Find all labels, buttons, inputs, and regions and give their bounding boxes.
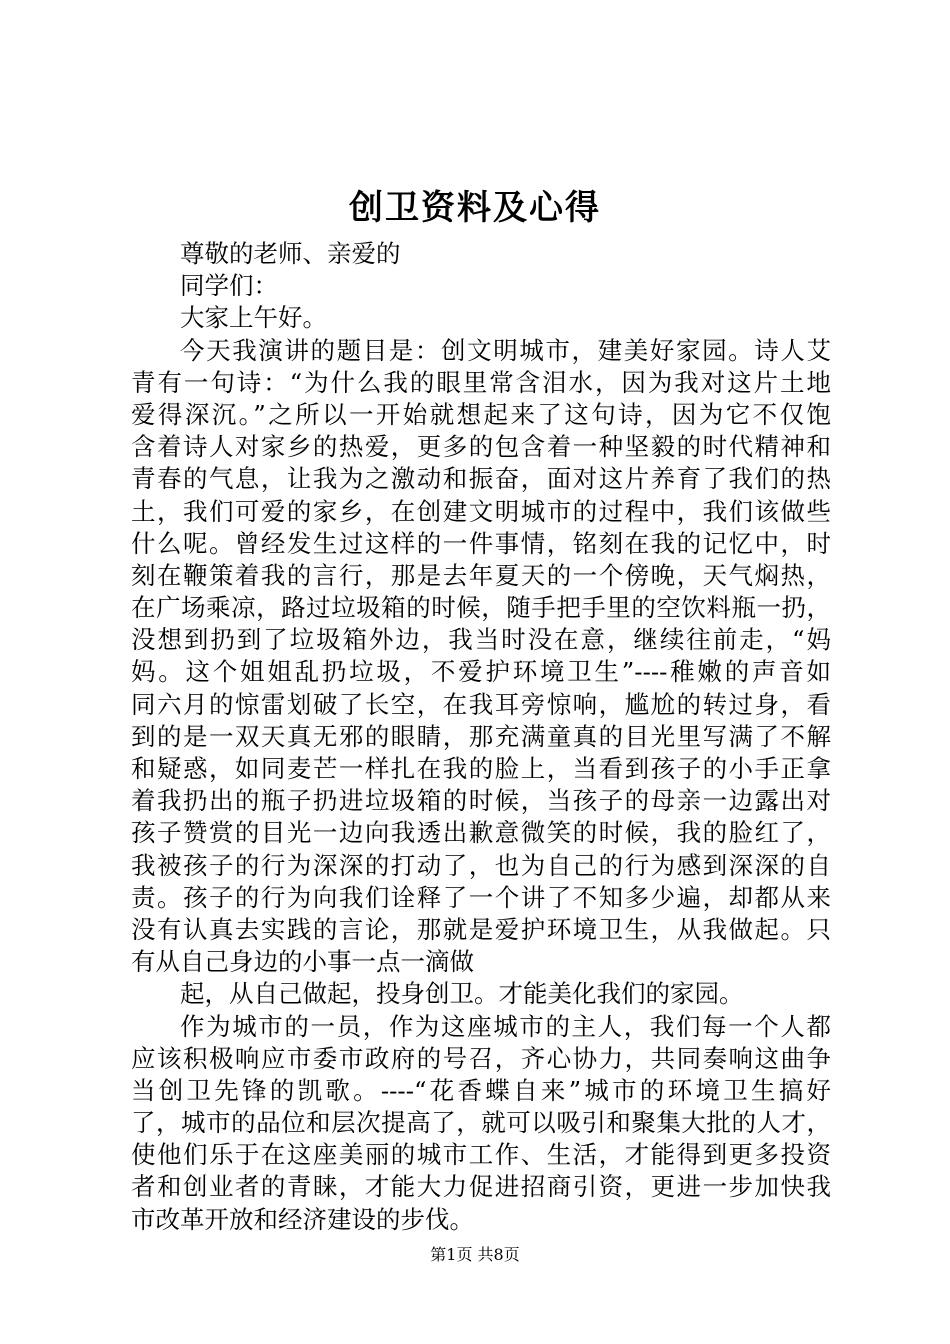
text-line: 青有一句诗：“为什么我的眼里常含泪水，因为我对这片土地 <box>131 367 831 397</box>
text-line: 土，我们可爱的家乡，在创建文明城市的过程中，我们该做些 <box>131 496 831 526</box>
text-line: 起，从自己做起，投身创卫。才能美化我们的家园。 <box>180 979 744 1009</box>
text-line: 了，城市的品位和层次提高了，就可以吸引和聚集大批的人才， <box>131 1108 831 1138</box>
text-line: 作为城市的一员，作为这座城市的主人，我们每一个人都 <box>180 1011 831 1041</box>
text-line: 责。孩子的行为向我们诠释了一个讲了不知多少遍，却都从来 <box>131 882 831 912</box>
document-title: 创卫资料及心得 <box>349 188 601 228</box>
text-line: 使他们乐于在这座美丽的城市工作、生活，才能得到更多投资 <box>131 1140 831 1170</box>
text-line: 者和创业者的青睐，才能大力促进招商引资，更进一步加快我 <box>131 1172 831 1202</box>
text-line: 没想到扔到了垃圾箱外边，我当时没在意，继续往前走，“妈 <box>131 625 831 655</box>
text-line: 含着诗人对家乡的热爱，更多的包含着一种坚毅的时代精神和 <box>131 432 831 462</box>
text-line: 到的是一双天真无邪的眼睛，那充满童真的目光里写满了不解 <box>131 721 831 751</box>
text-line: 大家上午好。 <box>180 303 327 333</box>
document-body <box>131 238 831 1236</box>
text-line: 当创卫先锋的凯歌。----“花香蝶自来”城市的环境卫生搞好 <box>131 1075 831 1105</box>
text-line: 和疑惑，如同麦芒一样扎在我的脸上，当看到孩子的小手正拿 <box>131 754 831 783</box>
text-line: 市改革开放和经济建设的步伐。 <box>131 1204 474 1234</box>
text-line: 刻在鞭策着我的言行，那是去年夏天的一个傍晚，天气焖热， <box>131 560 831 590</box>
text-line: 同六月的惊雷划破了长空，在我耳旁惊响，尴尬的转过身，看 <box>131 689 831 719</box>
text-line: 妈。这个姐姐乱扔垃圾，不爱护环境卫生”----稚嫩的声音如 <box>131 657 831 687</box>
text-line: 孩子赞赏的目光一边向我透出歉意微笑的时候，我的脸红了， <box>131 818 831 848</box>
text-line: 尊敬的老师、亲爱的 <box>180 239 401 268</box>
text-line: 同学们： <box>180 271 278 301</box>
text-line: 应该积极响应市委市政府的号召，齐心协力，共同奏响这曲争 <box>131 1043 831 1073</box>
text-line: 有从自己身边的小事一点一滴做 <box>131 947 474 977</box>
text-line: 我被孩子的行为深深的打动了，也为自己的行为感到深深的自 <box>131 850 831 880</box>
text-line: 着我扔出的瓶子扔进垃圾箱的时候，当孩子的母亲一边露出对 <box>131 786 831 816</box>
page-footer: 第1页 共8页 <box>430 1245 520 1264</box>
text-line: 今天我演讲的题目是：创文明城市，建美好家园。诗人艾 <box>180 335 831 365</box>
text-line: 青春的气息，让我为之激动和振奋，面对这片养育了我们的热 <box>131 464 831 494</box>
text-line: 爱得深沉。”之所以一开始就想起来了这句诗，因为它不仅饱 <box>131 399 831 429</box>
text-line: 没有认真去实践的言论，那就是爱护环境卫生，从我做起。只 <box>131 914 831 944</box>
text-line: 在广场乘凉，路过垃圾箱的时候，随手把手里的空饮料瓶一扔， <box>131 593 831 623</box>
text-line: 什么呢。曾经发生过这样的一件事情，铭刻在我的记忆中，时 <box>131 528 831 558</box>
